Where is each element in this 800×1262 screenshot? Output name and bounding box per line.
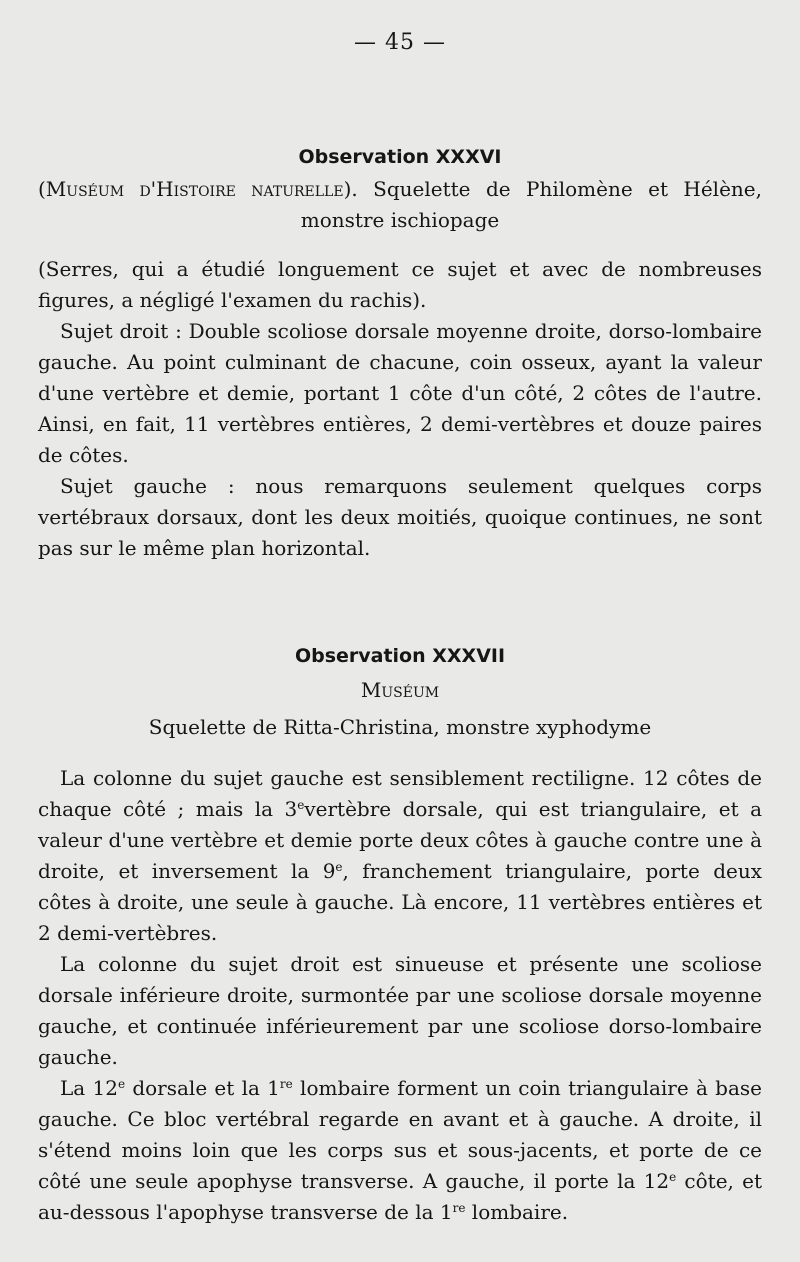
p3-sup-3: e — [669, 1170, 677, 1184]
p3-sup-4: re — [452, 1201, 466, 1215]
page-number: — 45 — — [354, 30, 446, 55]
heading-rest: . Squelette de Philomène et Hélène, — [351, 177, 762, 201]
observation-36-heading — [38, 174, 762, 205]
observation-37-heading: Squelette de Ritta-Christina, monstre xyphodyme — [148, 715, 652, 739]
p3-text-b: dorsale et la 1 — [125, 1076, 280, 1100]
observation-37-subtitle: Muséum — [360, 678, 440, 702]
p1-sup-2: e — [335, 860, 343, 874]
observation-37-paragraph-1 — [38, 763, 762, 949]
observation-37 — [38, 645, 762, 1228]
observation-36-title: Observation XXXVI — [298, 146, 502, 168]
observation-37-paragraph-3 — [38, 1073, 762, 1228]
p1-sup-1: e — [297, 798, 305, 812]
p3-text-d: côte, et au-dessous l'apophyse transverse de la 1 — [38, 1169, 762, 1224]
p1-text-b: vertèbre dorsale, qui est triangulaire, et a valeur d'une vertèbre et demie porte deux côtes à gauche contre une à droite, et inversement la 9 — [38, 797, 762, 883]
observation-36-heading-line2: monstre ischiopage — [300, 208, 500, 232]
p3-text-c: lombaire forment un coin triangulaire à base gauche. Ce bloc vertébral regarde en avant et à gauche. A droite, il s'étend moins loin que les corps sus et sous-jacents, et porte de ce côté une seule apophyse transverse. A gauche, il porte la 12 — [38, 1076, 763, 1193]
museum-source: (Muséum d'Histoire naturelle) — [38, 177, 352, 201]
observation-36-paragraph-2: Sujet droit : Double scoliose dorsale moyenne droite, dorso-lombaire gauche. Au point culminant de chacune, coin osseux, ayant la valeur d'une vertèbre et demie, portant 1 côte d'un côté, 2 côtes de l'autre. Ainsi, en fait, 11 vertèbres entières, 2 demi-vertèbres et douze paires de côtes. — [38, 319, 762, 467]
p3-text-e: lombaire. — [465, 1200, 569, 1224]
p1-text-c: , franchement triangulaire, porte deux côtes à droite, une seule à gauche. Là encore, 11 vertèbres entières et 2 demi-vertèbres. — [38, 859, 762, 945]
p3-sup-1: e — [117, 1077, 126, 1091]
p3-sup-2: re — [279, 1077, 293, 1091]
observation-37-title: Observation XXXVII — [294, 645, 506, 667]
p3-text-a: La 12 — [60, 1076, 118, 1100]
observation-36 — [38, 146, 762, 564]
observation-37-paragraph-2: La colonne du sujet droit est sinueuse et présente une scoliose dorsale inférieure droite, surmontée par une scoliose dorsale moyenne gauche, et continuée inférieurement par une scoliose dorso-lombaire gauche. — [38, 952, 762, 1069]
observation-36-paragraph-1: (Serres, qui a étudié longuement ce sujet et avec de nombreuses figures, a négligé l'examen du rachis). — [38, 257, 762, 312]
p1-text-a: La colonne du sujet gauche est sensiblement rectiligne. 12 côtes de chaque côté ; mais la 3 — [38, 766, 762, 821]
observation-36-paragraph-3: Sujet gauche : nous remarquons seulement quelques corps vertébraux dorsaux, dont les deux moitiés, quoique continues, ne sont pas sur le même plan horizontal. — [38, 474, 762, 560]
